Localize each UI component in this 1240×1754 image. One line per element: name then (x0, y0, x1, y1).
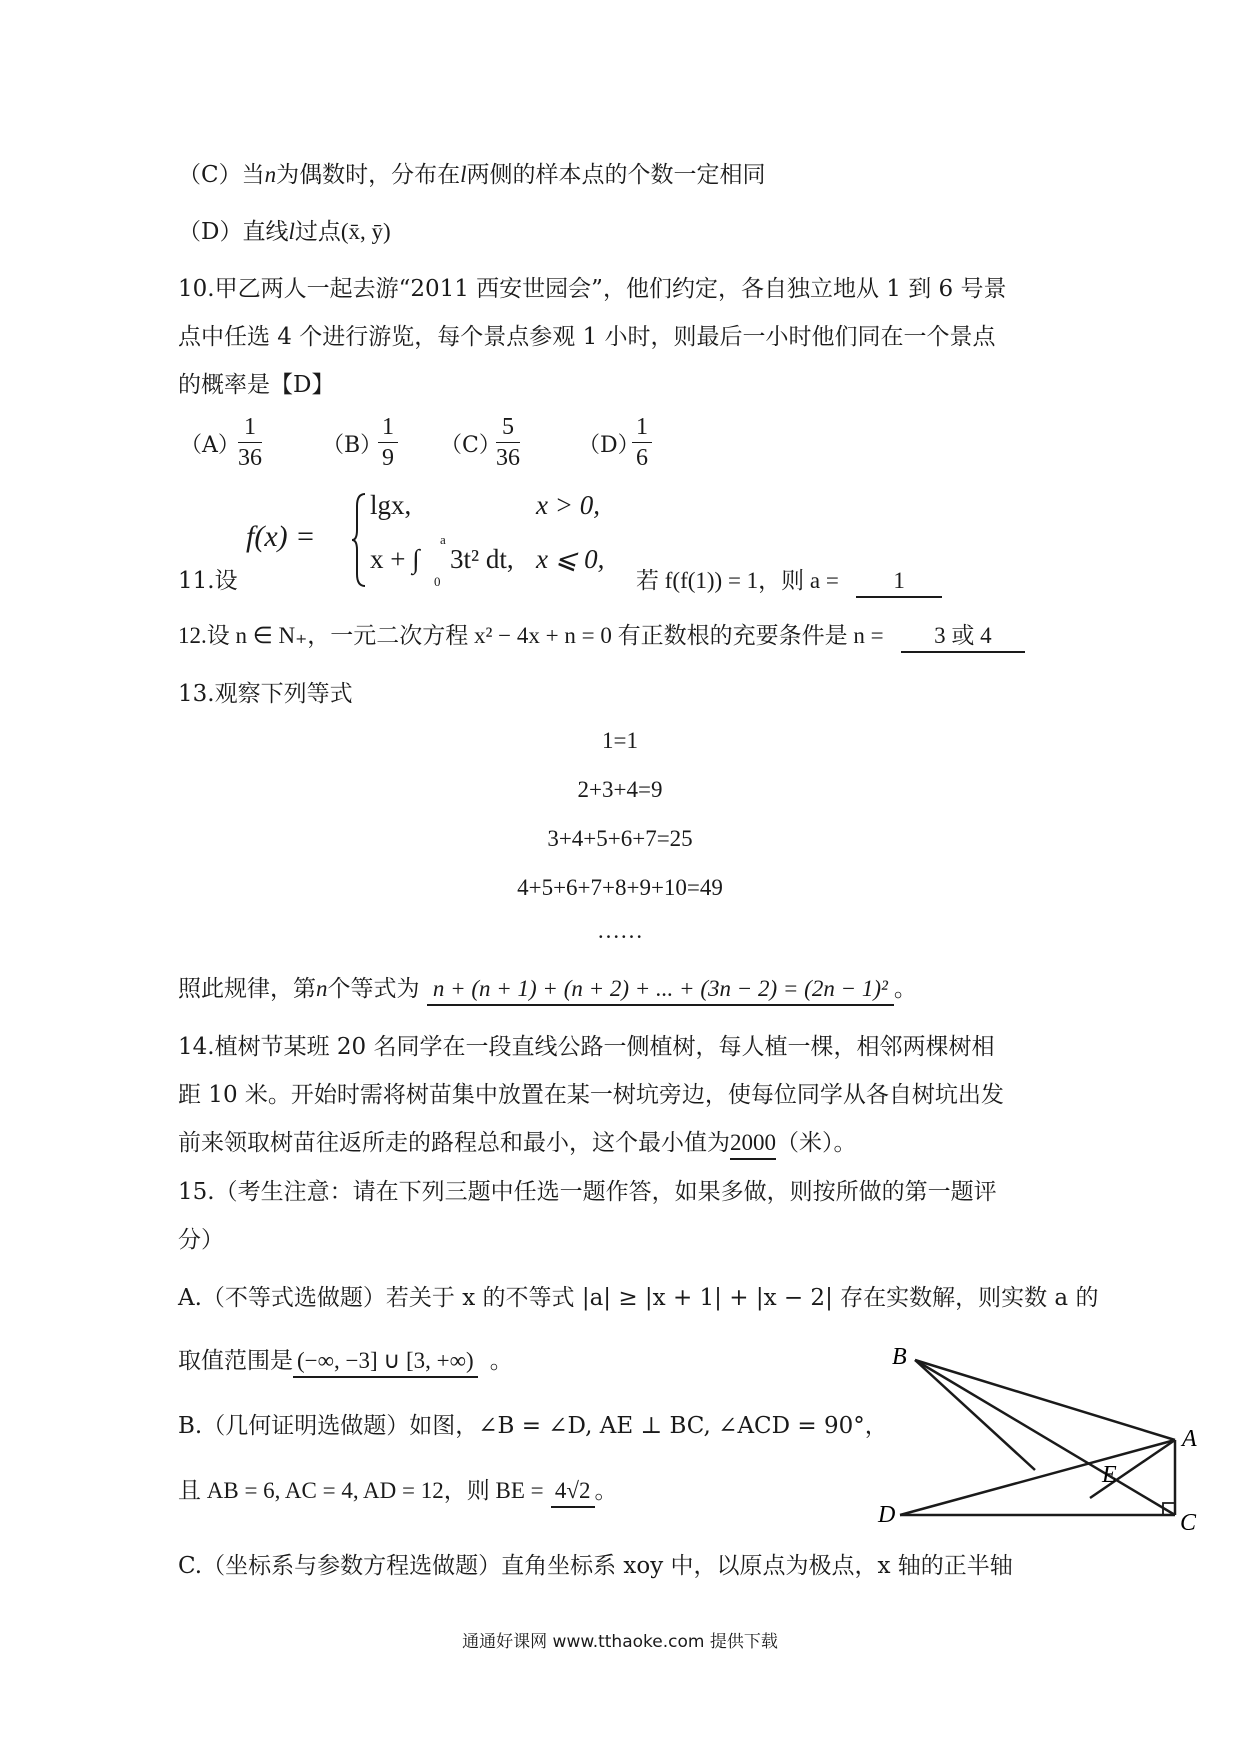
option-c-prefix: （C）当 (178, 162, 265, 188)
q15-line2: 分） (178, 1227, 224, 1253)
label-c: C (1180, 1510, 1197, 1536)
q12-text: 12.设 n ∈ N₊，一元二次方程 x² − 4x + n = 0 有正数根的充要条件是 n = (178, 623, 884, 648)
q15-b-answer: 4√2 (551, 1476, 595, 1508)
q15-b-line2 (178, 1476, 618, 1508)
q11-answer: 1 (856, 566, 942, 598)
label-e: E (1102, 1462, 1117, 1488)
var-l: l (460, 162, 467, 187)
q15-c-line1: C.（坐标系与参数方程选做题）直角坐标系 xoy 中，以原点为极点，x 轴的正半轴 (178, 1553, 1013, 1579)
q13-equation: 1=1 (602, 728, 638, 753)
label-b: B (892, 1344, 907, 1370)
q13-conclusion-mid: 个等式为 (327, 976, 420, 1002)
q10-option-c-fraction (496, 412, 520, 473)
integrand: 3t² dt, (450, 544, 514, 574)
segment-eb (915, 1360, 1035, 1470)
q13-equation: 3+4+5+6+7=25 (547, 826, 693, 851)
q13-title: 13.观察下列等式 (178, 681, 353, 707)
q13-answer: n + (n + 1) + (n + 2) + ... + (3n − 2) = (2n − 1)² (427, 974, 894, 1006)
q14-line1: 14.植树节某班 20 名同学在一段直线公路一侧植树，每人植一棵，相邻两棵树相 (178, 1034, 995, 1060)
q10-option-a-label: （A） (180, 433, 240, 458)
q14-line3 (178, 1128, 857, 1160)
case2-expression: x + ∫ (370, 544, 420, 574)
q15-b-line1: B.（几何证明选做题）如图，∠B = ∠D, AE ⊥ BC, ∠ACD = 90°， (178, 1413, 888, 1439)
page-footer: 通通好课网 www.tthaoke.com 提供下载 (462, 1632, 778, 1652)
q14-line3-post: （米）。 (776, 1130, 857, 1156)
q14-line2: 距 10 米。开始时需将树苗集中放置在某一树坑旁边，使每位同学从各自树坑出发 (178, 1082, 1004, 1108)
var-l: l (288, 219, 295, 244)
numerator: 5 (496, 412, 520, 443)
q13-conclusion-pre: 照此规律，第 (178, 976, 316, 1002)
q10-option-d-fraction (632, 412, 652, 473)
q10-line2: 点中任选 4 个进行游览，每个景点参观 1 小时，则最后一小时他们同在一个景点 (178, 324, 996, 350)
denominator: 36 (496, 445, 520, 471)
q10-option-a-fraction (238, 412, 262, 473)
function-name: f(x) = (246, 520, 316, 553)
q10-line1: 10.甲乙两人一起去游“2011 西安世园会”，他们约定，各自独立地从 1 到 6 号景 (178, 276, 1007, 302)
mean-point: (x̄, ȳ) (340, 219, 391, 244)
q10-option-d-label: （D） (578, 433, 640, 458)
option-d-line (178, 217, 391, 247)
case2-condition: x ⩽ 0, (536, 544, 605, 574)
numerator: 1 (378, 412, 398, 443)
q11-condition-line (636, 566, 942, 598)
denominator: 36 (238, 445, 262, 471)
case1-condition: x > 0, (536, 490, 600, 520)
label-a: A (1182, 1426, 1197, 1452)
option-c-mid: 为偶数时，分布在 (276, 162, 461, 188)
q13-equation: 2+3+4=9 (577, 777, 663, 802)
option-d-prefix: （D）直线 (178, 219, 289, 245)
q15-b-line2-post: 。 (594, 1478, 618, 1504)
integral-lower-limit: 0 (434, 574, 441, 589)
q15-a-answer: (−∞, −3] ∪ [3, +∞) (293, 1346, 478, 1378)
q15-a-line1: A.（不等式选做题）若关于 x 的不等式 |a| ≥ |x + 1| + |x − 2| 存在实数解，则实数 a 的 (178, 1285, 1099, 1311)
q10-line3: 的概率是【D】 (178, 372, 335, 398)
q13-ellipsis: …… (597, 918, 643, 943)
q13-equation: 4+5+6+7+8+9+10=49 (517, 875, 723, 900)
option-c-post: 两侧的样本点的个数一定相同 (466, 162, 766, 188)
q14-line3-pre: 前来领取树苗往返所走的路程总和最小，这个最小值为 (178, 1130, 730, 1156)
q10-option-b-fraction (378, 412, 398, 473)
geometry-figure (870, 1340, 1210, 1540)
q10-option-b-label: （B） (322, 433, 383, 458)
q15-a-line2-pre: 取值范围是 (178, 1348, 293, 1374)
var-n: n (316, 976, 328, 1001)
q12-answer: 3 或 4 (901, 621, 1025, 653)
q10-option-c-label: （C） (440, 433, 501, 458)
q13-conclusion-end: 。 (893, 976, 917, 1002)
segment-bc (915, 1360, 1175, 1515)
denominator: 9 (382, 445, 394, 471)
q11-piecewise-function (246, 490, 626, 590)
q12-line (178, 621, 1025, 653)
q11-prefix: 11.设 (178, 568, 238, 594)
option-c-line (178, 160, 766, 190)
q15-line1: 15.（考生注意：请在下列三题中任选一题作答，如果多做，则按所做的第一题评 (178, 1179, 997, 1205)
denominator: 6 (636, 445, 648, 471)
q11-condition: 若 f(f(1)) = 1，则 a = (636, 568, 839, 593)
case1-expression: lgx, (370, 490, 412, 520)
segment-ba (915, 1360, 1175, 1440)
var-n: n (264, 162, 277, 187)
q15-a-line2-post: 。 (489, 1348, 513, 1374)
left-brace-icon (350, 492, 368, 588)
numerator: 1 (632, 412, 652, 443)
segment-da (900, 1440, 1175, 1515)
numerator: 1 (238, 412, 262, 443)
q14-answer: 2000 (730, 1128, 776, 1160)
integral-upper-limit: a (440, 532, 446, 547)
q15-b-line2-pre: 且 AB = 6, AC = 4, AD = 12，则 BE = (178, 1478, 544, 1503)
label-d: D (878, 1502, 896, 1528)
q15-a-line2 (178, 1346, 513, 1378)
q13-conclusion (178, 974, 917, 1006)
option-d-mid: 过点 (294, 219, 341, 245)
